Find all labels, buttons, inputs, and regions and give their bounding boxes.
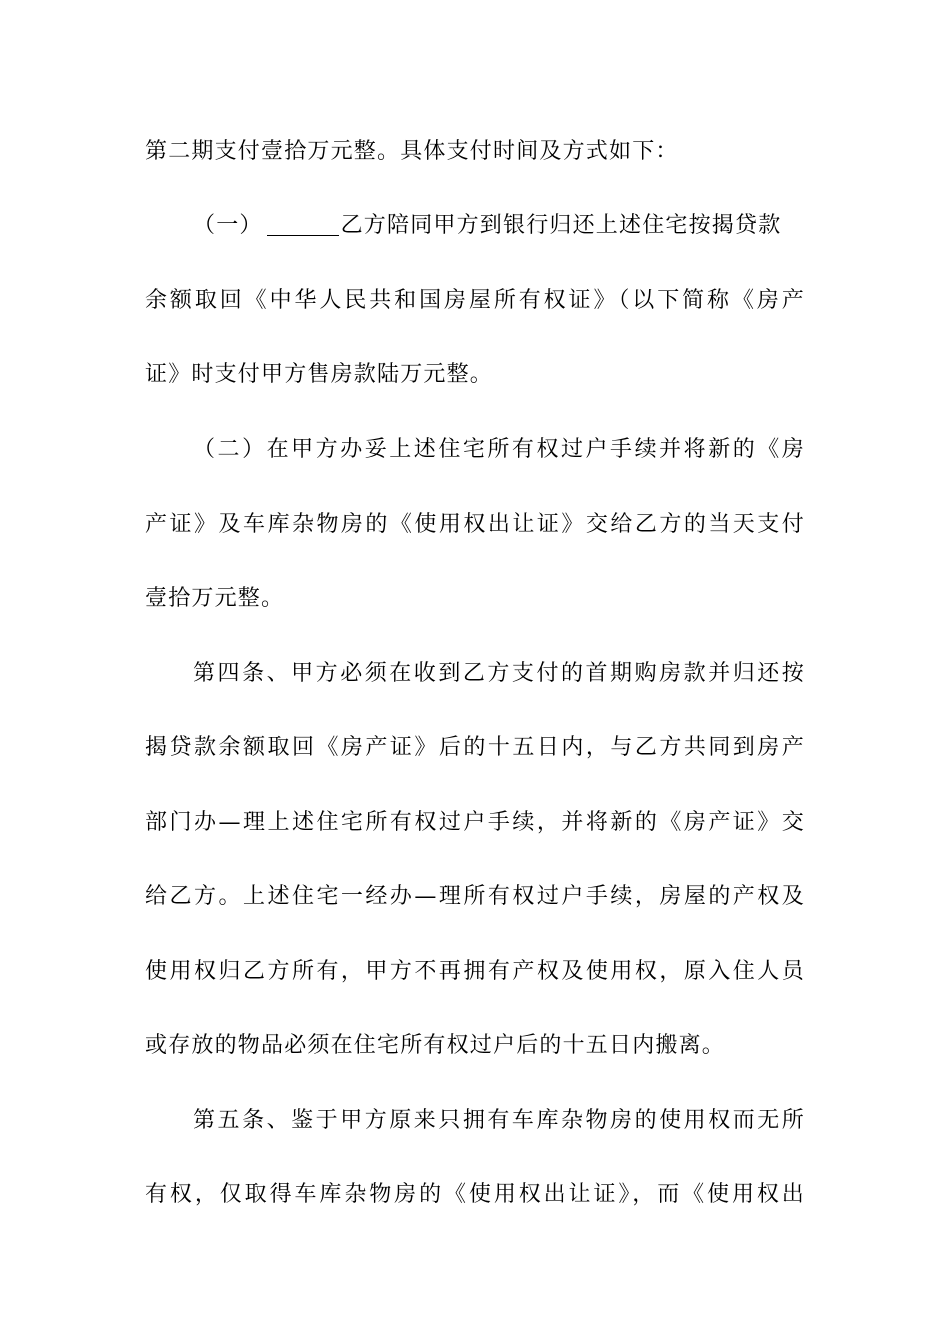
- text-line-9: 揭贷款余额取回《房产证》后的十五日内，与乙方共同到房产: [145, 735, 805, 760]
- text-line-4: 证》时支付甲方售房款陆万元整。: [145, 362, 494, 387]
- clause-number: （一）: [193, 213, 263, 238]
- text-line-12: 使用权归乙方所有，甲方不再拥有产权及使用权，原入住人员: [145, 959, 805, 984]
- text-line-11: 给乙方。上述住宅一经办—理所有权过户手续，房屋的产权及: [145, 884, 805, 909]
- text-line-5: （二）在甲方办妥上述住宅所有权过户手续并将新的《房: [193, 437, 805, 462]
- text-line-8: 第四条、甲方必须在收到乙方支付的首期购房款并归还按: [193, 661, 805, 686]
- text-line-6: 产证》及车库杂物房的《使用权出让证》交给乙方的当天支付: [145, 512, 805, 537]
- text-line-1: 第二期支付壹拾万元整。具体支付时间及方式如下：: [145, 139, 679, 164]
- clause-text: 乙方陪同甲方到银行归还上述住宅按揭贷款: [340, 213, 782, 238]
- text-line-2: [193, 206, 805, 246]
- text-line-7: 壹拾万元整。: [145, 586, 285, 611]
- text-line-14: 第五条、鉴于甲方原来只拥有车库杂物房的使用权而无所: [193, 1108, 805, 1133]
- text-line-3: 余额取回《中华人民共和国房屋所有权证》（以下简称《房产: [145, 288, 805, 313]
- text-line-10: 部门办—理上述住宅所有权过户手续，并将新的《房产证》交: [145, 810, 805, 835]
- fill-in-blank: [267, 213, 339, 236]
- text-line-15: 有权，仅取得车库杂物房的《使用权出让证》，而《使用权出: [145, 1182, 805, 1207]
- text-line-13: 或存放的物品必须在住宅所有权过户后的十五日内搬离。: [145, 1033, 726, 1058]
